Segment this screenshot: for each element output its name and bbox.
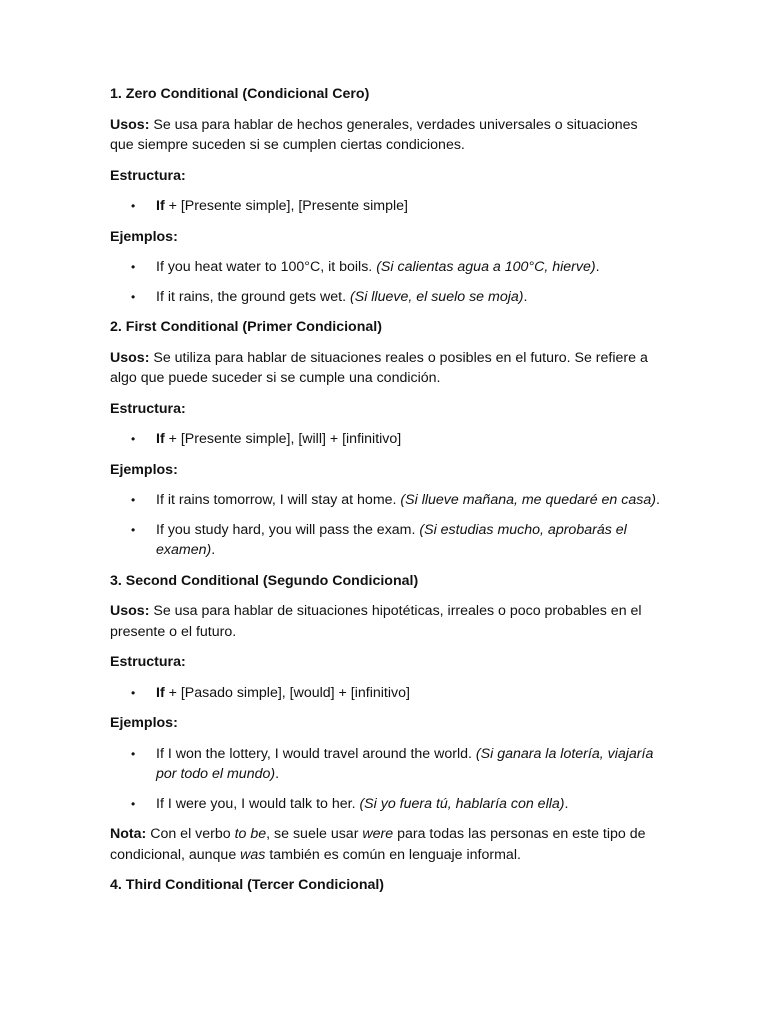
nota-text-3: para todas las personas en este tipo de condicional, aunque	[110, 826, 646, 863]
example-en: If it rains, the ground gets wet.	[156, 288, 350, 305]
nota-text-2: , se suele usar	[266, 826, 363, 842]
list-item	[110, 794, 662, 815]
bullet-icon: •	[131, 260, 136, 274]
example-es: (Si llueve mañana, me quedaré en casa)	[400, 492, 656, 508]
list-item	[110, 683, 662, 704]
example-en: If you study hard, you will pass the exam.	[156, 521, 420, 538]
section-3-estructura-list	[110, 683, 662, 704]
example-end: .	[275, 766, 280, 782]
section-3-ejemplos-label: Ejemplos:	[110, 715, 178, 731]
nota-emph-2: were	[362, 826, 394, 842]
section-3-ejemplos-list	[110, 744, 662, 815]
nota-text-1: Con el verbo	[146, 826, 235, 842]
nota-paragraph	[110, 824, 662, 865]
list-item	[110, 490, 662, 511]
estructura-formula: + [Presente simple], [Presente simple]	[164, 198, 408, 214]
usos-label: Usos:	[110, 603, 150, 619]
example-en: If you heat water to 100°C, it boils.	[156, 259, 377, 275]
section-1-estructura-list	[110, 196, 662, 217]
usos-label: Usos:	[110, 349, 150, 366]
example-es: (Si estudias mucho, aprobarás el examen)	[156, 521, 627, 558]
example-end: .	[655, 492, 660, 508]
bullet-icon: •	[131, 746, 136, 761]
bullet-icon: •	[131, 199, 136, 213]
section-3-usos	[110, 601, 662, 642]
usos-text: Se usa para hablar de hechos generales, verdades universales o situaciones que siempre suceden si se cumplen ciertas condiciones.	[110, 116, 638, 153]
section-2-title: 2. First Conditional (Primer Condicional)	[110, 319, 382, 335]
if-keyword: If	[156, 684, 165, 701]
list-item	[110, 744, 662, 785]
example-es: (Si yo fuera tú, hablaría con ella)	[359, 795, 565, 812]
list-item	[110, 257, 662, 278]
list-item	[110, 287, 662, 308]
if-keyword: If	[156, 198, 165, 214]
list-item	[110, 196, 662, 217]
bullet-icon: •	[131, 522, 136, 537]
example-es: (Si ganara la lotería, viajaría por todo el mundo)	[156, 745, 654, 782]
usos-text: Se utiliza para hablar de situaciones reales o posibles en el futuro. Se refiere a algo que puede suceder si se cumple una condición.	[110, 349, 648, 386]
list-item	[110, 520, 662, 561]
section-2-ejemplos-list	[110, 490, 662, 561]
bullet-icon: •	[131, 493, 136, 507]
example-es: (Si calientas agua a 100°C, hierve)	[376, 259, 596, 275]
example-en: If I won the lottery, I would travel around the world.	[156, 745, 476, 762]
example-end: .	[595, 259, 600, 275]
section-1-usos	[110, 115, 662, 156]
section-4-title: 4. Third Conditional (Tercer Condicional)	[110, 877, 385, 893]
section-1-title: 1. Zero Conditional (Condicional Cero)	[110, 86, 370, 102]
bullet-icon: •	[131, 796, 136, 811]
section-2-ejemplos-label: Ejemplos:	[110, 461, 178, 478]
nota-label: Nota:	[110, 826, 147, 842]
estructura-formula: + [Presente simple], [will] + [infinitivo]	[164, 431, 402, 447]
bullet-icon: •	[131, 432, 136, 446]
usos-label: Usos:	[110, 116, 150, 133]
nota-text-4: también es común en lenguaje informal.	[265, 846, 521, 863]
section-2-usos	[110, 348, 662, 389]
section-1-ejemplos-list	[110, 257, 662, 307]
example-end: .	[211, 542, 216, 558]
if-keyword: If	[156, 431, 165, 447]
example-en: If it rains tomorrow, I will stay at home.	[156, 492, 401, 508]
section-3-estructura-label: Estructura:	[110, 654, 186, 670]
example-end: .	[564, 795, 569, 812]
section-1-ejemplos-label: Ejemplos:	[110, 228, 178, 245]
example-es: (Si llueve, el suelo se moja)	[350, 288, 524, 305]
nota-emph-1: to be	[234, 826, 267, 842]
estructura-formula: + [Pasado simple], [would] + [infinitivo]	[164, 684, 410, 701]
section-1-estructura-label: Estructura:	[110, 167, 186, 184]
nota-emph-3: was	[240, 846, 266, 863]
list-item	[110, 429, 662, 450]
section-2-estructura-list	[110, 429, 662, 450]
bullet-icon: •	[131, 685, 136, 700]
bullet-icon: •	[131, 289, 136, 304]
document-page	[110, 84, 662, 906]
example-en: If I were you, I would talk to her.	[156, 795, 360, 812]
section-2-estructura-label: Estructura:	[110, 400, 186, 417]
usos-text: Se usa para hablar de situaciones hipotéticas, irreales o poco probables en el presente o el futuro.	[110, 603, 642, 640]
example-end: .	[523, 288, 528, 305]
section-3-title: 3. Second Conditional (Segundo Condicional)	[110, 572, 419, 589]
